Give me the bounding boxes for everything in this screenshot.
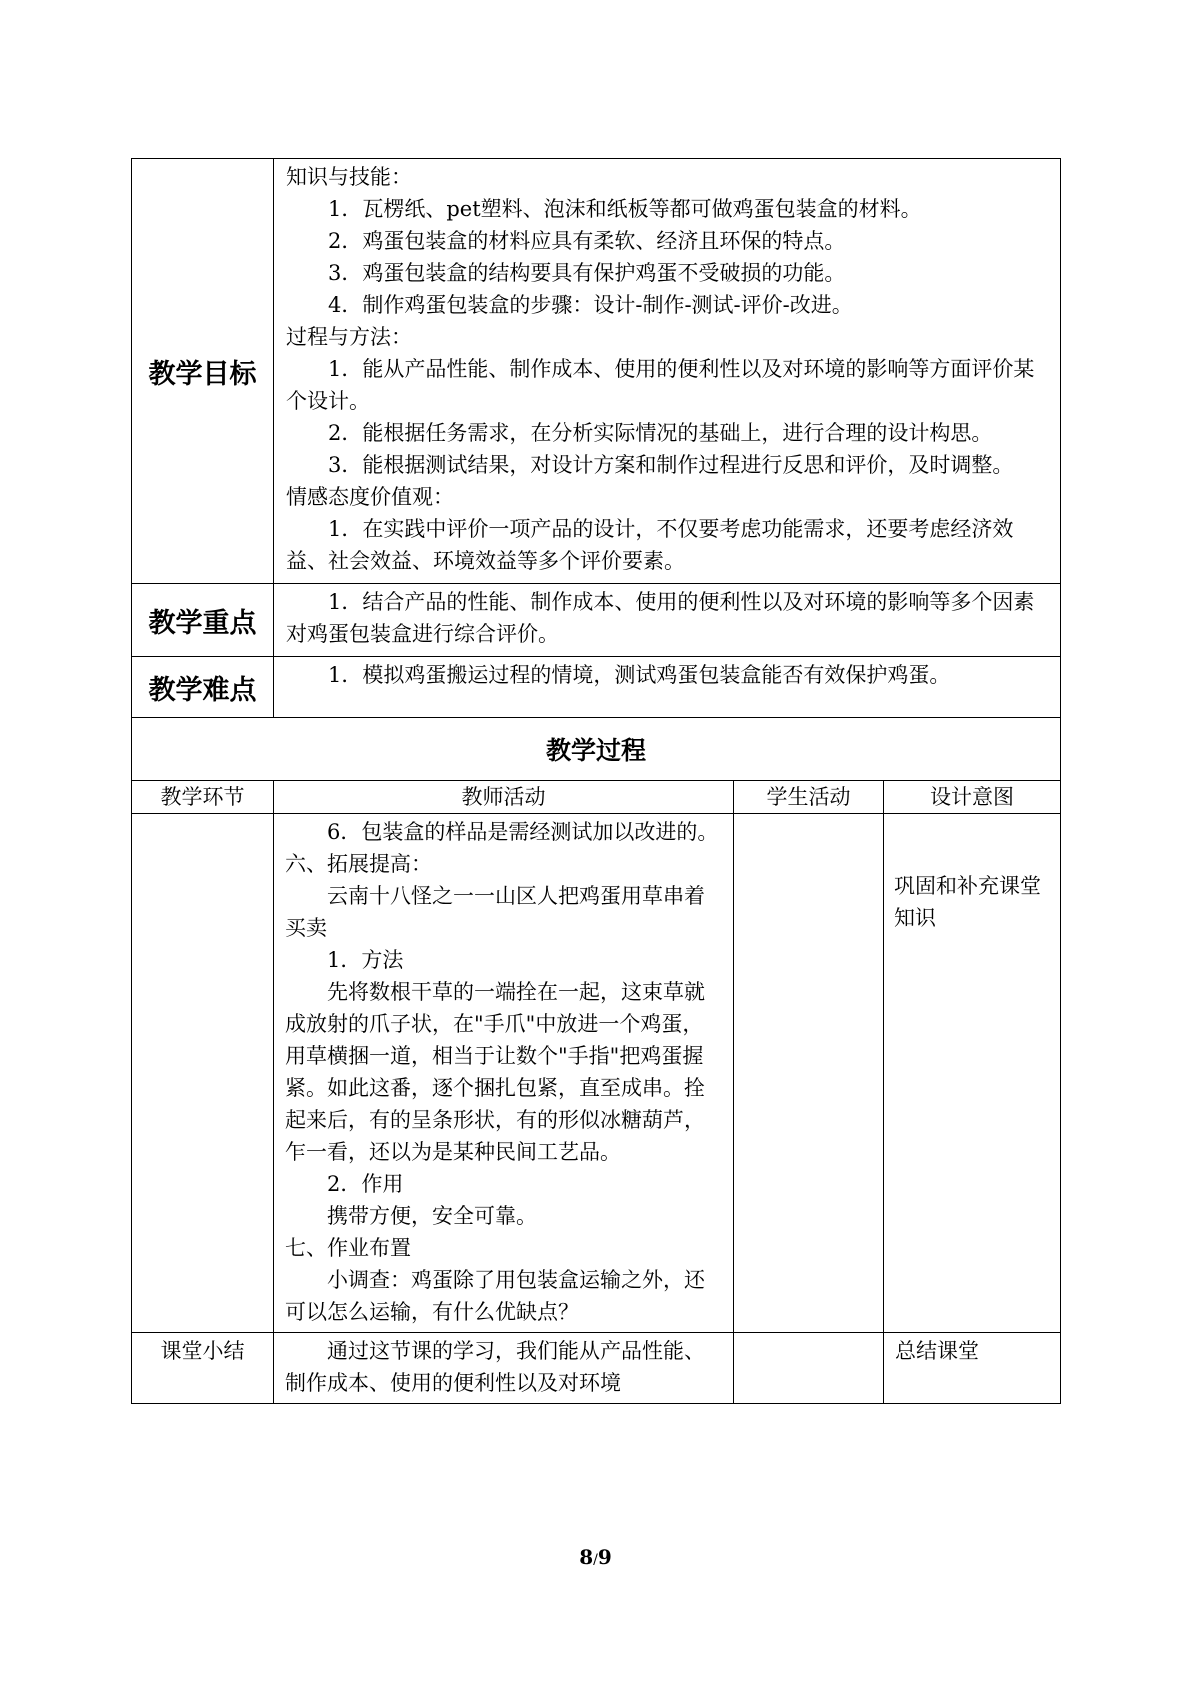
design-intent-cell: 总结课堂 — [884, 1333, 1061, 1404]
text-line: 2．能根据任务需求，在分析实际情况的基础上，进行合理的设计构思。 — [328, 421, 993, 445]
page-number — [0, 1545, 1191, 1569]
process-title: 教学过程 — [132, 718, 1061, 781]
teacher-activity-cell — [274, 1333, 734, 1404]
text-line: 六、拓展提高： — [285, 852, 432, 876]
teacher-activity-cell — [274, 814, 734, 1333]
text-line: 七、作业布置 — [285, 1236, 411, 1260]
student-activity-cell — [734, 814, 884, 1333]
key-points-content — [274, 584, 1061, 657]
teacher-activity-text: 通过这节课的学习，我们能从产品性能、制作成本、使用的便利性以及对环境 — [285, 1339, 705, 1395]
key-points-text: 1．结合产品的性能、制作成本、使用的便利性以及对环境的影响等多个因素对鸡蛋包装盒进行综合评价。 — [286, 590, 1035, 646]
design-intent-cell: 巩固和补充课堂知识 — [884, 814, 1061, 1333]
text-line: 1．能从产品性能、制作成本、使用的便利性以及对环境的影响等方面评价某个设计。 — [286, 357, 1035, 413]
text-line: 1．方法 — [327, 948, 404, 972]
difficulties-row — [132, 657, 1061, 718]
column-header-teacher: 教师活动 — [274, 781, 734, 814]
text-line: 2．作用 — [327, 1172, 404, 1196]
process-title-row — [132, 718, 1061, 781]
text-line: 6．包装盒的样品是需经测试加以改进的。 — [327, 820, 719, 844]
text-line: 过程与方法： — [286, 325, 412, 349]
difficulties-header: 教学难点 — [132, 657, 274, 718]
key-points-row — [132, 584, 1061, 657]
student-activity-cell — [734, 1333, 884, 1404]
stage-cell: 课堂小结 — [132, 1333, 274, 1404]
text-line: 3．鸡蛋包装盒的结构要具有保护鸡蛋不受破损的功能。 — [328, 261, 846, 285]
objectives-header: 教学目标 — [132, 159, 274, 584]
lesson-plan-table — [131, 158, 1061, 1404]
text-line: 小调查：鸡蛋除了用包装盒运输之外，还可以怎么运输，有什么优缺点？ — [285, 1268, 705, 1324]
text-line: 知识与技能： — [286, 165, 412, 189]
lesson-plan-document — [131, 158, 1060, 1404]
text-line: 携带方便，安全可靠。 — [327, 1204, 537, 1228]
text-line: 云南十八怪之一一山区人把鸡蛋用草串着买卖 — [285, 884, 705, 940]
table-row — [132, 1333, 1061, 1404]
text-line: 1．瓦楞纸、pet塑料、泡沫和纸板等都可做鸡蛋包装盒的材料。 — [328, 197, 922, 221]
key-points-header: 教学重点 — [132, 584, 274, 657]
text-line: 2．鸡蛋包装盒的材料应具有柔软、经济且环保的特点。 — [328, 229, 846, 253]
table-row — [132, 814, 1061, 1333]
page-current: 8 — [579, 1545, 594, 1569]
objectives-row — [132, 159, 1061, 584]
page-total: 9 — [597, 1545, 612, 1569]
text-line: 情感态度价值观： — [286, 485, 454, 509]
process-column-headers — [132, 781, 1061, 814]
text-line: 4．制作鸡蛋包装盒的步骤：设计-制作-测试-评价-改进。 — [328, 293, 853, 317]
objectives-content — [274, 159, 1061, 584]
text-line: 3．能根据测试结果，对设计方案和制作过程进行反思和评价，及时调整。 — [328, 453, 1014, 477]
text-line: 1．在实践中评价一项产品的设计，不仅要考虑功能需求，还要考虑经济效益、社会效益、环境效益等多个评价要素。 — [286, 517, 1014, 573]
stage-cell — [132, 814, 274, 1333]
column-header-intent: 设计意图 — [884, 781, 1061, 814]
column-header-student: 学生活动 — [734, 781, 884, 814]
column-header-stage: 教学环节 — [132, 781, 274, 814]
difficulties-content — [274, 657, 1061, 718]
page-separator: / — [593, 1552, 598, 1568]
difficulties-text: 1．模拟鸡蛋搬运过程的情境，测试鸡蛋包装盒能否有效保护鸡蛋。 — [328, 663, 951, 687]
text-line: 先将数根干草的一端拴在一起，这束草就成放射的爪子状，在"手爪"中放进一个鸡蛋，用草横捆一道，相当于让数个"手指"把鸡蛋握紧。如此这番，逐个捆扎包紧，直至成串。拴起来后，有的呈条形状，有的形似冰糖葫芦，乍一看，还以为是某种民间工艺品。 — [285, 980, 705, 1164]
